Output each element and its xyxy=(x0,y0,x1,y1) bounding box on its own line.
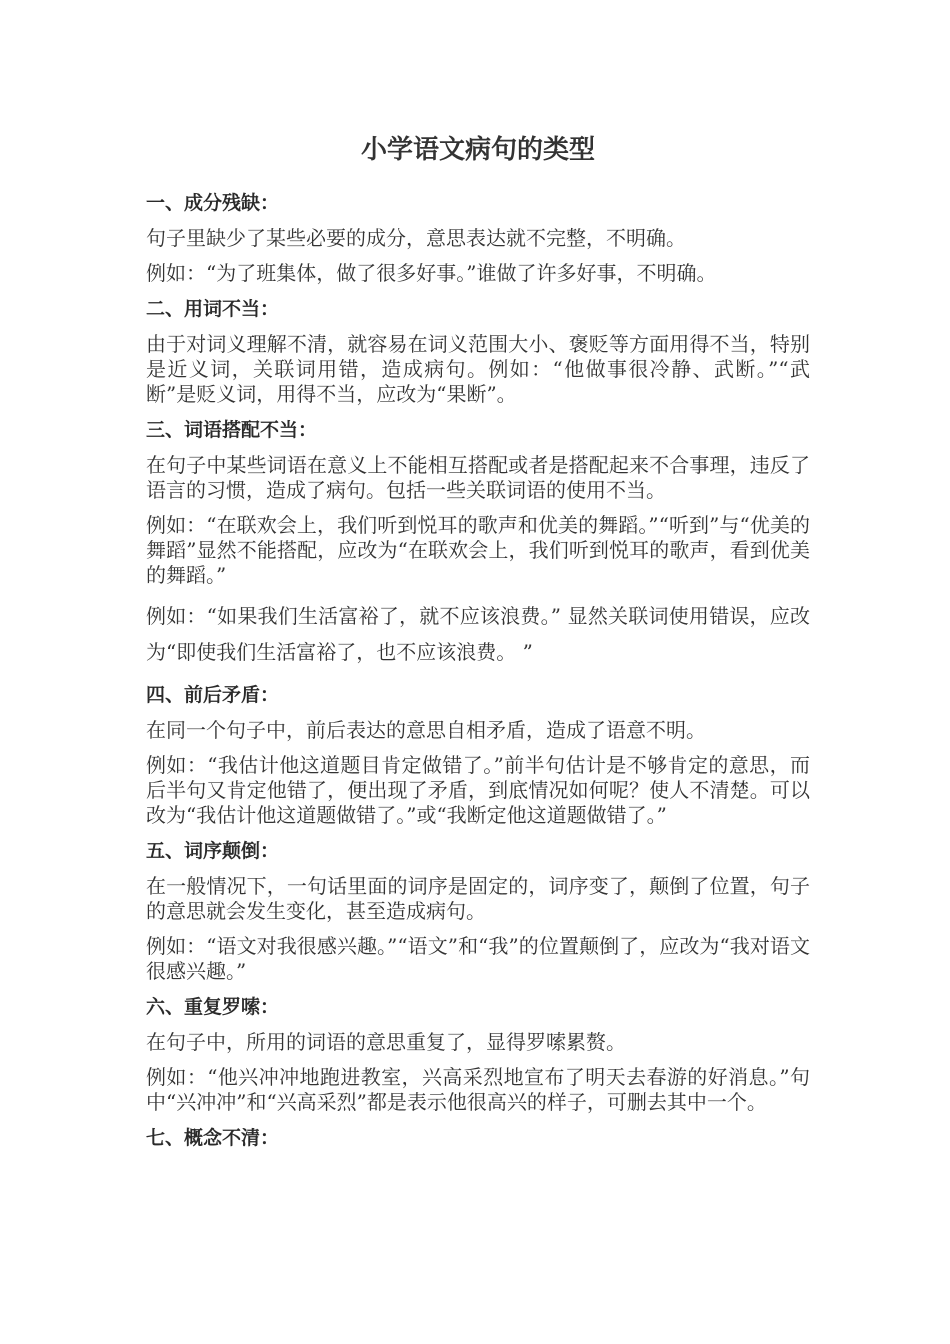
section-heading-3: 三、词语搭配不当： xyxy=(146,419,318,441)
section-4-paragraph-1: 在同一个句子中，前后表达的意思自相矛盾，造成了语意不明。 xyxy=(146,718,706,742)
document-page xyxy=(146,130,810,1161)
section-1-paragraph-1: 句子里缺少了某些必要的成分，意思表达就不完整，不明确。 xyxy=(146,226,686,250)
section-5-paragraph-1: 在一般情况下，一句话里面的词序是固定的，词序变了，颠倒了位置，句子的意思就会发生变化，甚至造成病句。 xyxy=(146,874,810,923)
section-4-paragraph-2: 例如：“我估计他这道题目肯定做错了。”前半句估计是不够肯定的意思，而后半句又肯定他错了，便出现了矛盾，到底情况如何呢？使人不清楚。可以改为“我估计他这道题做错了。”或“我断定他这道题做错了。” xyxy=(146,753,810,827)
document-title: 小学语文病句的类型 xyxy=(360,135,595,165)
section-5-paragraph-2: 例如：“语文对我很感兴趣。”“语文”和“我”的位置颠倒了，应改为“我对语文很感兴趣。” xyxy=(146,934,810,983)
section-3-paragraph-2: 例如：“在联欢会上，我们听到悦耳的歌声和优美的舞蹈。”“听到”与“优美的舞蹈”显然不能搭配，应改为“在联欢会上，我们听到悦耳的歌声，看到优美的舞蹈。” xyxy=(146,513,810,587)
section-1-paragraph-2: 例如：“为了班集体，做了很多好事。”谁做了许多好事，不明确。 xyxy=(146,261,717,285)
section-2-paragraph-1: 由于对词义理解不清，就容易在词义范围大小、褒贬等方面用得不当，特别是近义词，关联词用错，造成病句。例如：“他做事很冷静、武断。”“武断”是贬义词，用得不当，应改为“果断”。 xyxy=(146,332,810,406)
section-heading-4: 四、前后矛盾： xyxy=(146,684,280,706)
section-heading-2: 二、用词不当： xyxy=(146,298,280,320)
section-6-paragraph-2: 例如：“他兴冲冲地跑进教室，兴高采烈地宣布了明天去春游的好消息。”句中“兴冲冲”和“兴高采烈”都是表示他很高兴的样子，可删去其中一个。 xyxy=(146,1065,810,1114)
section-heading-5: 五、词序颠倒： xyxy=(146,840,280,862)
section-heading-1: 一、成分残缺： xyxy=(146,192,280,214)
section-3-paragraph-3: 例如：“如果我们生活富裕了，就不应该浪费。” 显然关联词使用错误，应改为“即使我们生活富裕了，也不应该浪费。 ” xyxy=(146,604,810,664)
section-heading-6: 六、重复罗嗦： xyxy=(146,996,280,1018)
section-heading-7: 七、概念不清： xyxy=(146,1127,280,1149)
section-3-paragraph-1: 在句子中某些词语在意义上不能相互搭配或者是搭配起来不合事理，违反了语言的习惯，造成了病句。包括一些关联词语的使用不当。 xyxy=(146,453,810,502)
section-6-paragraph-1: 在句子中，所用的词语的意思重复了，显得罗嗦累赘。 xyxy=(146,1030,626,1054)
